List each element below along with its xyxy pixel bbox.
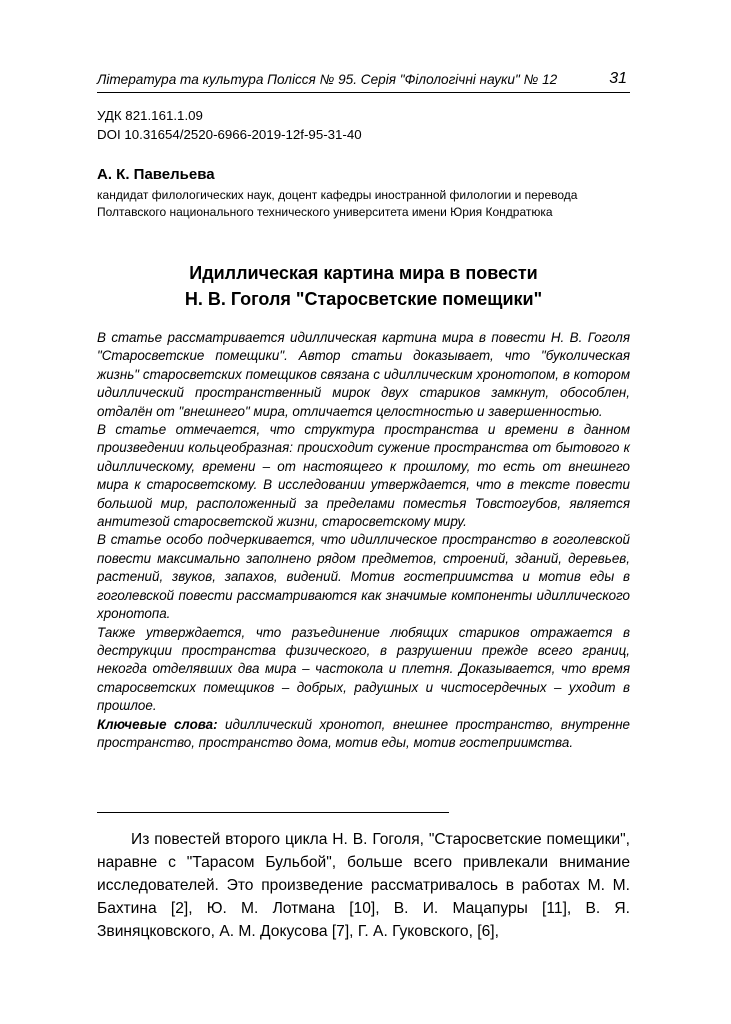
abstract-paragraph-4: Также утверждается, что разъединение любящих стариков отражается в деструкции пространства физического, в разрушении прежде всего границ, некогда отделявших два мира – частокола и плетня. Доказывается, что время старосветских помещиков – добрых, радушных и чистосердечных – уходит в прошлое. — [97, 624, 630, 714]
abstract-paragraph-1: В статье рассматривается идиллическая картина мира в повести Н. В. Гоголя "Старосветские помещики". Автор статьи доказывает, что "буколическая жизнь" старосветских помещиков связана с идиллическим хронотопом, в котором идиллический пространственный мирок двух стариков замкнут, обособлен, отдалён от "внешнего" мира, отличается целостностью и завершенностью. — [97, 330, 630, 419]
article-title-line-2: Н. В. Гоголя "Старосветские помещики" — [184, 289, 543, 309]
author-name: А. К. Павельева — [97, 166, 215, 183]
abstract — [97, 329, 630, 752]
section-divider — [97, 812, 449, 813]
running-header — [97, 70, 630, 93]
article-body — [97, 828, 630, 943]
author-affiliation-line-2: Полтавского национального технического университета имени Юрия Кондратюка — [97, 205, 553, 219]
keywords — [97, 716, 630, 753]
keywords-label: Ключевые слова: — [97, 716, 218, 732]
journal-title: Література та культура Полісся № 95. Серія "Філологічні науки" № 12 — [97, 72, 558, 87]
doi: DOI 10.31654/2520-6966-2019-12f-95-31-40 — [97, 127, 362, 142]
keywords-text: идиллический хронотоп, внешнее пространство, внутренне пространство, пространство дома, мотив еды, мотив гостеприимства. — [97, 716, 631, 750]
udc-code: УДК 821.161.1.09 — [97, 108, 203, 123]
abstract-paragraph-3: В статье особо подчеркивается, что идиллическое пространство в гоголевской повести максимально заполнено рядом предметов, строений, зданий, деревьев, растений, звуков, запахов, видений. Мотив гостеприимства и мотив еды в гоголевской повести рассматриваются как значимые компоненты идиллического хронотопа. — [97, 532, 630, 622]
body-paragraph-1: Из повестей второго цикла Н. В. Гоголя, "Старосветские помещики", наравне с "Тарасом Бульбой", больше всего привлекали внимание исследователей. Это произведение рассматривалось в работах М. М. Бахтина [2], Ю. М. Лотмана [10], В. И. Мацапуры [11], В. Я. Звиняцковского, А. М. Докусова [7], Г. А. Гуковского, [6], — [97, 831, 630, 940]
author-affiliation-line-1: кандидат филологических наук, доцент кафедры иностранной филологии и перевода — [97, 188, 578, 202]
article-title-line-1: Идиллическая картина мира в повести — [189, 263, 538, 283]
page-number: 31 — [609, 70, 627, 87]
abstract-paragraph-2: В статье отмечается, что структура пространства и времени в данном произведении кольцеобразная: происходит сужение пространства от бытового к идиллическому, времени – от настоящего к прошлому, то есть от внешнего мира к старосветскому. В исследовании утверждается, что в тексте повести большой мир, расположенный за пределами поместья Товстогубов, является антитезой старосветской жизни, старосветскому миру. — [97, 422, 630, 530]
